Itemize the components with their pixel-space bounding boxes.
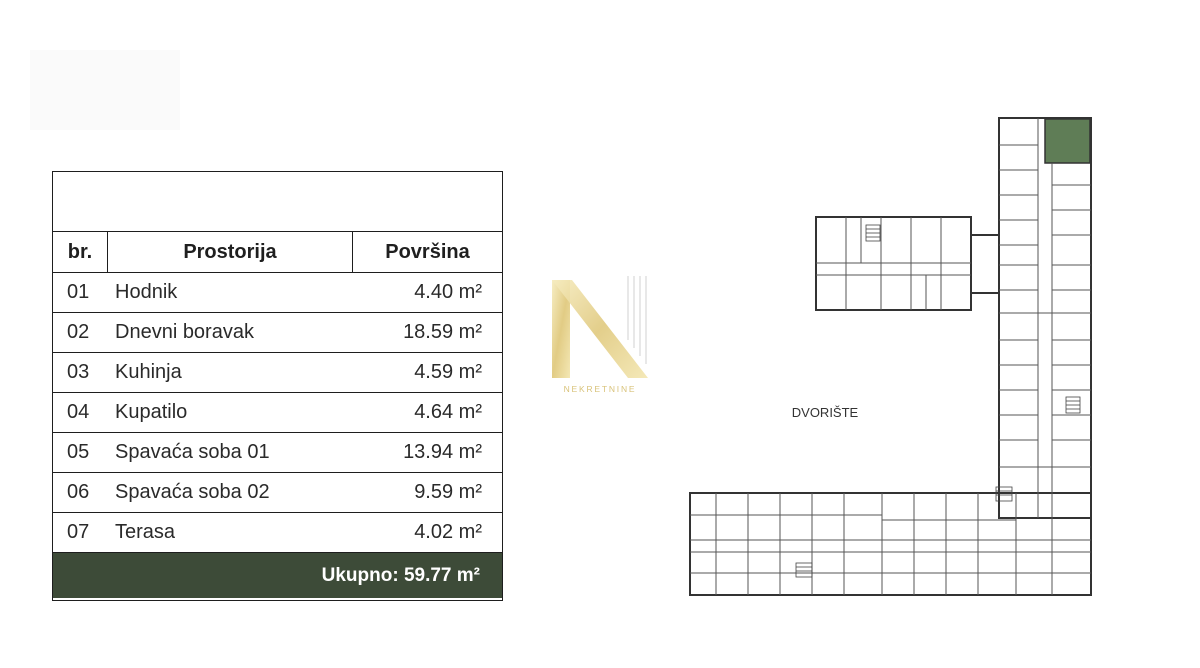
courtyard-label: DVORIŠTE — [791, 405, 859, 420]
row-area: 18.59 m² — [403, 321, 482, 343]
table-row — [53, 313, 502, 353]
row-room: Spavaća soba 02 — [115, 481, 270, 503]
n-letter-logo-icon — [548, 270, 654, 396]
row-room: Spavaća soba 01 — [115, 441, 270, 463]
header-room: Prostorija — [108, 232, 353, 272]
table-row — [53, 353, 502, 393]
row-area: 4.40 m² — [414, 281, 482, 303]
table-row — [53, 473, 502, 513]
table-header-row — [53, 232, 502, 273]
row-area: 9.59 m² — [414, 481, 482, 503]
row-room: Kuhinja — [115, 361, 182, 383]
table-row — [53, 393, 502, 433]
header-area: Površina — [385, 240, 470, 263]
row-area: 4.59 m² — [414, 361, 482, 383]
row-number: 03 — [67, 361, 90, 383]
logo-caption: NEKRETNINE — [563, 384, 637, 394]
table-row — [53, 513, 502, 553]
row-number: 02 — [67, 321, 90, 343]
row-area: 13.94 m² — [403, 441, 482, 463]
row-room: Kupatilo — [115, 401, 188, 423]
row-room: Dnevni boravak — [115, 321, 254, 343]
total-area-bar: Ukupno: 59.77 m² — [53, 553, 502, 598]
building-floor-plan — [686, 115, 1096, 605]
table-row — [53, 433, 502, 473]
row-number: 07 — [67, 521, 90, 543]
table-row — [53, 273, 502, 313]
row-number: 01 — [67, 281, 90, 303]
row-area: 4.64 m² — [414, 401, 482, 423]
row-number: 04 — [67, 401, 90, 423]
table-title-cell — [53, 172, 502, 232]
row-number: 06 — [67, 481, 90, 503]
faded-watermark — [30, 50, 180, 130]
row-number: 05 — [67, 441, 90, 463]
row-room: Terasa — [115, 521, 176, 543]
header-number: br. — [53, 232, 108, 272]
row-area: 4.02 m² — [414, 521, 482, 543]
row-room: Hodnik — [115, 281, 178, 303]
room-area-table — [52, 171, 503, 601]
